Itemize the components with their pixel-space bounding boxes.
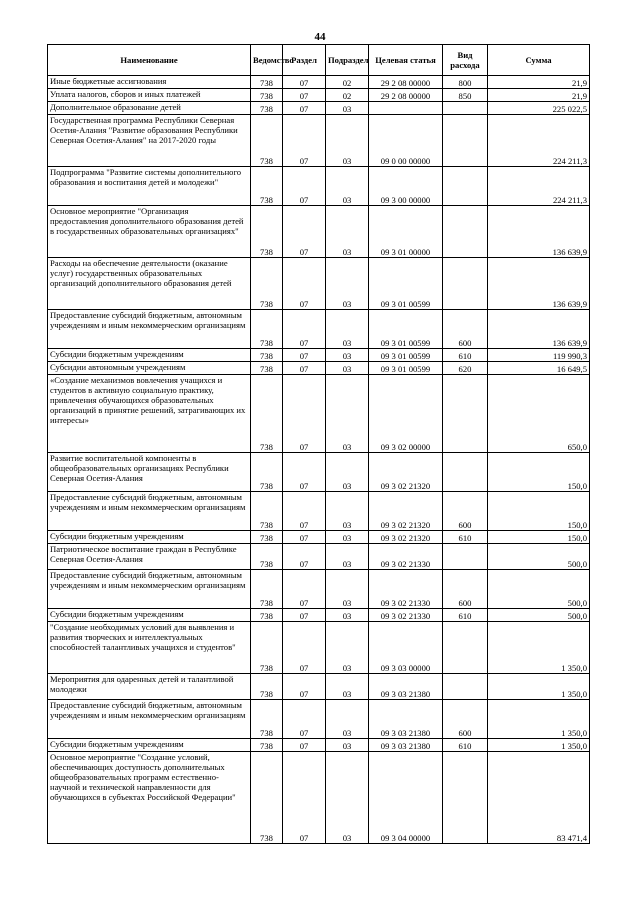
row-sum: 136 639,9 <box>488 206 590 258</box>
row-ved: 738 <box>251 622 283 674</box>
row-vid <box>443 115 488 167</box>
row-ved: 738 <box>251 258 283 310</box>
row-target: 09 3 01 00599 <box>369 349 443 362</box>
row-razdel: 07 <box>283 89 326 102</box>
row-razdel: 07 <box>283 674 326 700</box>
row-sum: 500,0 <box>488 570 590 609</box>
row-podrazdel: 03 <box>326 453 369 492</box>
row-sum: 1 350,0 <box>488 674 590 700</box>
row-razdel: 07 <box>283 609 326 622</box>
row-razdel: 07 <box>283 349 326 362</box>
row-ved: 738 <box>251 531 283 544</box>
row-ved: 738 <box>251 349 283 362</box>
row-razdel: 07 <box>283 102 326 115</box>
row-target: 09 0 00 00000 <box>369 115 443 167</box>
row-name: «Создание механизмов вовлечения учащихся и студентов в активную социальную практику, привлечения обучающихся образовательных организаций в принятие решений, затрагивающих их интересы» <box>48 375 251 453</box>
row-target: 09 3 03 21380 <box>369 700 443 739</box>
row-name: Предоставление субсидий бюджетным, автономным учреждениям и иным некоммерческим организациям <box>48 570 251 609</box>
table-row <box>48 258 590 310</box>
row-target: 09 3 02 21330 <box>369 544 443 570</box>
row-vid <box>443 622 488 674</box>
row-name: Подпрограмма "Развитие системы дополнительного образования и воспитания детей и молодежи" <box>48 167 251 206</box>
row-podrazdel: 03 <box>326 622 369 674</box>
row-ved: 738 <box>251 492 283 531</box>
row-target: 09 3 02 21330 <box>369 609 443 622</box>
table-row <box>48 115 590 167</box>
row-name: Субсидии бюджетным учреждениям <box>48 531 251 544</box>
row-name: Субсидии бюджетным учреждениям <box>48 739 251 752</box>
row-podrazdel: 03 <box>326 739 369 752</box>
row-podrazdel: 03 <box>326 258 369 310</box>
table-row <box>48 622 590 674</box>
row-name: Расходы на обеспечение деятельности (оказание услуг) государственных образовательных организаций дополнительного образования детей <box>48 258 251 310</box>
row-razdel: 07 <box>283 115 326 167</box>
table-row <box>48 167 590 206</box>
table-row <box>48 102 590 115</box>
row-ved: 738 <box>251 739 283 752</box>
row-ved: 738 <box>251 700 283 739</box>
row-vid: 600 <box>443 310 488 349</box>
row-name: Дополнительное образование детей <box>48 102 251 115</box>
row-podrazdel: 03 <box>326 492 369 531</box>
row-target: 09 3 02 21330 <box>369 570 443 609</box>
row-target: 09 3 00 00000 <box>369 167 443 206</box>
row-sum: 119 990,3 <box>488 349 590 362</box>
row-vid: 600 <box>443 700 488 739</box>
table-row <box>48 76 590 89</box>
row-podrazdel: 03 <box>326 362 369 375</box>
table-row <box>48 453 590 492</box>
row-razdel: 07 <box>283 700 326 739</box>
row-vid: 610 <box>443 349 488 362</box>
row-sum: 650,0 <box>488 375 590 453</box>
row-vid: 800 <box>443 76 488 89</box>
row-podrazdel: 03 <box>326 206 369 258</box>
row-target: 09 3 01 00599 <box>369 258 443 310</box>
row-name: Основное мероприятие "Создание условий, обеспечивающих доступность дополнительных общеобразовательных программ естественно-научной и технической направленности для обучающихся в субъектах Российской Федерации" <box>48 752 251 844</box>
row-podrazdel: 03 <box>326 544 369 570</box>
row-razdel: 07 <box>283 492 326 531</box>
row-sum: 224 211,3 <box>488 167 590 206</box>
row-name: Развитие воспитательной компоненты в общеобразовательных организациях Республики Северная Осетия-Алания <box>48 453 251 492</box>
header-sum: Сумма <box>488 45 590 76</box>
table-row <box>48 609 590 622</box>
table-row <box>48 310 590 349</box>
row-target: 29 2 08 00000 <box>369 76 443 89</box>
row-podrazdel: 03 <box>326 375 369 453</box>
row-target: 09 3 01 00000 <box>369 206 443 258</box>
row-name: Основное мероприятие "Организация предоставления дополнительного образования детей в государственных образовательных организациях" <box>48 206 251 258</box>
row-target: 09 3 03 21380 <box>369 739 443 752</box>
row-name: Предоставление субсидий бюджетным, автономным учреждениям и иным некоммерческим организациям <box>48 492 251 531</box>
row-vid <box>443 453 488 492</box>
table-row <box>48 492 590 531</box>
row-sum: 16 649,5 <box>488 362 590 375</box>
row-vid: 850 <box>443 89 488 102</box>
table-row <box>48 700 590 739</box>
row-target <box>369 102 443 115</box>
row-sum: 1 350,0 <box>488 700 590 739</box>
row-vid <box>443 752 488 844</box>
row-razdel: 07 <box>283 310 326 349</box>
row-name: Патриотическое воспитание граждан в Республике Северная Осетия-Алания <box>48 544 251 570</box>
row-sum: 1 350,0 <box>488 739 590 752</box>
row-vid <box>443 544 488 570</box>
row-sum: 150,0 <box>488 453 590 492</box>
row-razdel: 07 <box>283 362 326 375</box>
row-podrazdel: 02 <box>326 76 369 89</box>
row-ved: 738 <box>251 544 283 570</box>
row-ved: 738 <box>251 310 283 349</box>
row-ved: 738 <box>251 609 283 622</box>
header-ved: Ведомство <box>251 45 283 76</box>
table-row <box>48 739 590 752</box>
row-podrazdel: 03 <box>326 167 369 206</box>
row-podrazdel: 03 <box>326 310 369 349</box>
header-vid: Вид расхода <box>443 45 488 76</box>
header-razdel: Раздел <box>283 45 326 76</box>
row-razdel: 07 <box>283 167 326 206</box>
row-razdel: 07 <box>283 531 326 544</box>
row-name: Иные бюджетные ассигнования <box>48 76 251 89</box>
row-razdel: 07 <box>283 76 326 89</box>
row-vid <box>443 258 488 310</box>
header-target: Целевая статья <box>369 45 443 76</box>
row-target: 09 3 01 00599 <box>369 310 443 349</box>
row-vid: 610 <box>443 739 488 752</box>
row-podrazdel: 03 <box>326 570 369 609</box>
table-row <box>48 752 590 844</box>
row-podrazdel: 02 <box>326 89 369 102</box>
row-razdel: 07 <box>283 375 326 453</box>
row-name: Предоставление субсидий бюджетным, автономным учреждениям и иным некоммерческим организациям <box>48 700 251 739</box>
page-number: 44 <box>314 31 326 43</box>
row-podrazdel: 03 <box>326 115 369 167</box>
row-sum: 500,0 <box>488 544 590 570</box>
row-name: Уплата налогов, сборов и иных платежей <box>48 89 251 102</box>
row-target: 09 3 03 21380 <box>369 674 443 700</box>
table-row <box>48 531 590 544</box>
row-vid: 600 <box>443 570 488 609</box>
row-name: Мероприятия для одаренных детей и талантливой молодежи <box>48 674 251 700</box>
row-sum: 83 471,4 <box>488 752 590 844</box>
row-name: Государственная программа Республики Северная Осетия-Алания "Развитие образования Республики Северная Осетия-Алания" на 2017-2020 годы <box>48 115 251 167</box>
budget-table <box>47 44 590 844</box>
row-razdel: 07 <box>283 206 326 258</box>
table-row <box>48 206 590 258</box>
row-podrazdel: 03 <box>326 531 369 544</box>
row-razdel: 07 <box>283 544 326 570</box>
row-sum: 150,0 <box>488 531 590 544</box>
row-ved: 738 <box>251 362 283 375</box>
row-razdel: 07 <box>283 570 326 609</box>
row-target: 29 2 08 00000 <box>369 89 443 102</box>
row-ved: 738 <box>251 206 283 258</box>
row-sum: 21,9 <box>488 76 590 89</box>
table-row <box>48 362 590 375</box>
row-podrazdel: 03 <box>326 609 369 622</box>
table-row <box>48 349 590 362</box>
table-row <box>48 375 590 453</box>
row-ved: 738 <box>251 453 283 492</box>
row-podrazdel: 03 <box>326 349 369 362</box>
table-row <box>48 674 590 700</box>
row-razdel: 07 <box>283 739 326 752</box>
row-target: 09 3 02 21320 <box>369 453 443 492</box>
row-sum: 1 350,0 <box>488 622 590 674</box>
row-podrazdel: 03 <box>326 674 369 700</box>
row-target: 09 3 04 00000 <box>369 752 443 844</box>
row-ved: 738 <box>251 674 283 700</box>
table-row <box>48 544 590 570</box>
row-vid <box>443 375 488 453</box>
row-podrazdel: 03 <box>326 700 369 739</box>
row-vid: 600 <box>443 492 488 531</box>
row-vid: 610 <box>443 531 488 544</box>
row-podrazdel: 03 <box>326 752 369 844</box>
row-name: "Создание необходимых условий для выявления и развития творческих и интеллектуальных способностей талантливых учащихся и студентов" <box>48 622 251 674</box>
row-name: Предоставление субсидий бюджетным, автономным учреждениям и иным некоммерческим организациям <box>48 310 251 349</box>
row-name: Субсидии бюджетным учреждениям <box>48 349 251 362</box>
row-razdel: 07 <box>283 752 326 844</box>
row-ved: 738 <box>251 89 283 102</box>
row-sum: 224 211,3 <box>488 115 590 167</box>
row-ved: 738 <box>251 752 283 844</box>
row-ved: 738 <box>251 167 283 206</box>
row-sum: 21,9 <box>488 89 590 102</box>
row-vid: 620 <box>443 362 488 375</box>
row-ved: 738 <box>251 570 283 609</box>
table-row <box>48 89 590 102</box>
header-podrazdel: Подраздел <box>326 45 369 76</box>
table-row <box>48 570 590 609</box>
row-sum: 150,0 <box>488 492 590 531</box>
row-target: 09 3 01 00599 <box>369 362 443 375</box>
header-name: Наименование <box>48 45 251 76</box>
row-ved: 738 <box>251 102 283 115</box>
row-ved: 738 <box>251 115 283 167</box>
row-vid: 610 <box>443 609 488 622</box>
row-target: 09 3 02 00000 <box>369 375 443 453</box>
row-sum: 225 022,5 <box>488 102 590 115</box>
row-vid <box>443 167 488 206</box>
row-razdel: 07 <box>283 258 326 310</box>
row-sum: 136 639,9 <box>488 258 590 310</box>
row-vid <box>443 674 488 700</box>
row-podrazdel: 03 <box>326 102 369 115</box>
row-name: Субсидии автономным учреждениям <box>48 362 251 375</box>
row-razdel: 07 <box>283 622 326 674</box>
row-ved: 738 <box>251 375 283 453</box>
row-target: 09 3 02 21320 <box>369 492 443 531</box>
row-razdel: 07 <box>283 453 326 492</box>
row-sum: 500,0 <box>488 609 590 622</box>
row-ved: 738 <box>251 76 283 89</box>
row-target: 09 3 02 21320 <box>369 531 443 544</box>
row-name: Субсидии бюджетным учреждениям <box>48 609 251 622</box>
row-vid <box>443 206 488 258</box>
row-target: 09 3 03 00000 <box>369 622 443 674</box>
row-vid <box>443 102 488 115</box>
row-sum: 136 639,9 <box>488 310 590 349</box>
header-row <box>48 45 590 76</box>
